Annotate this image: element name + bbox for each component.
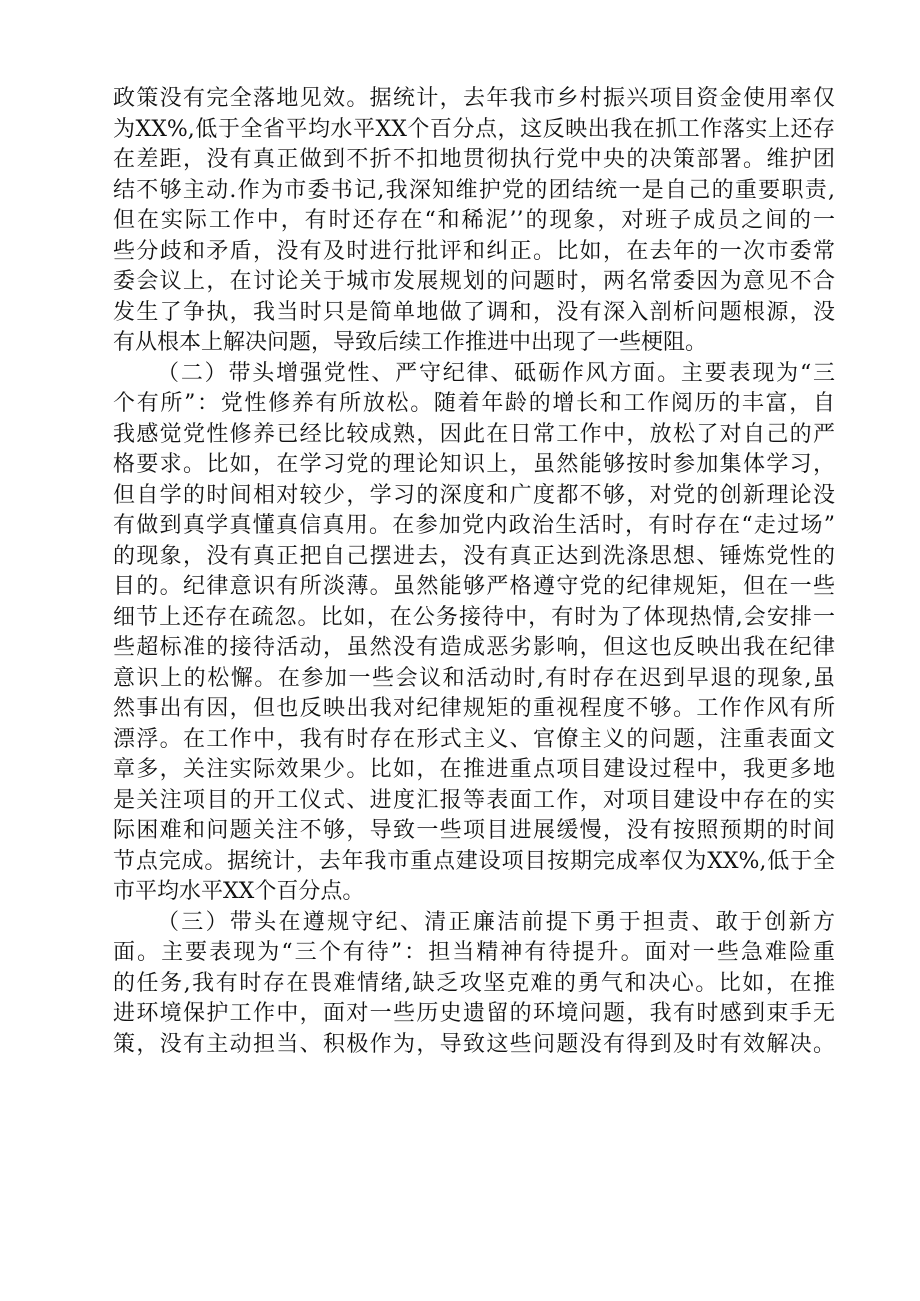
text-line: 些超标准的接待活动，虽然没有造成恶劣影响，但这也反映出我在纪律 (113, 635, 835, 660)
text-line: 我感觉党性修养已经比较成熟，因此在日常工作中，放松了对自己的严 (113, 421, 835, 447)
text-line: 策，没有主动担当、积极作为，导致这些问题没有得到及时有效解决。 (113, 1031, 835, 1057)
text-line: 但自学的时间相对较少，学习的深度和广度都不够，对党的创新理论没 (113, 482, 835, 508)
text-line: 有从根本上解决问题，导致后续工作推进中出现了一些梗阻。 (113, 330, 708, 355)
text-line: 但在实际工作中，有时还存在“和稀泥’’的现象，对班子成员之间的一 (113, 208, 835, 233)
text-line: （三）带头在遵规守纪、清正廉洁前提下勇于担责、敢于创新方 (157, 909, 835, 935)
text-line: 目的。纪律意识有所淡薄。虽然能够严格遵守党的纪律规矩，但在一些 (113, 574, 835, 599)
text-line: 进环境保护工作中，面对一些历史遗留的环境问题，我有时感到束手无 (113, 1001, 835, 1026)
document-body (113, 84, 835, 1060)
text-line: 些分歧和矛盾，没有及时进行批评和纠正。比如，在去年的一次市委常 (113, 238, 835, 264)
text-line: 为XX%,低于全省平均水平XX个百分点，这反映出我在抓工作落实上还存 (113, 116, 835, 142)
text-line: 的现象，没有真正把自己摆进去，没有真正达到洗涤思想、锤炼党性的 (113, 543, 835, 569)
text-line: 个有所”：党性修养有所放松。随着年龄的增长和工作阅历的丰富，自 (113, 391, 835, 416)
text-line: 有做到真学真懂真信真用。在参加党内政治生活时，有时存在“走过场” (113, 513, 835, 538)
text-line: 结不够主动.作为市委书记,我深知维护党的团结统一是自己的重要职责, (113, 177, 835, 203)
paragraph-2 (113, 359, 835, 908)
text-line: 在差距，没有真正做到不折不扣地贯彻执行党中央的决策部署。维护团 (113, 147, 835, 172)
text-line: 发生了争执，我当时只是简单地做了调和，没有深入剖析问题根源，没 (113, 299, 835, 325)
text-line: 面。主要表现为“三个有待”：担当精神有待提升。面对一些急难险重 (113, 940, 835, 965)
text-line: 细节上还存在疏忽。比如，在公务接待中，有时为了体现热情,会安排一 (113, 604, 835, 630)
text-line: 格要求。比如，在学习党的理论知识上，虽然能够按时参加集体学习， (113, 452, 835, 477)
text-line: 然事出有因，但也反映出我对纪律规矩的重视程度不够。工作作风有所 (113, 696, 835, 721)
text-line: 委会议上，在讨论关于城市发展规划的问题时，两名常委因为意见不合 (113, 269, 835, 294)
text-line: 意识上的松懈。在参加一些会议和活动时,有时存在迟到早退的现象,虽 (113, 665, 835, 691)
text-line: 节点完成。据统计，去年我市重点建设项目按期完成率仅为XX%,低于全 (113, 848, 835, 874)
text-line: 的任务,我有时存在畏难情绪,缺乏攻坚克难的勇气和决心。比如，在推 (113, 970, 835, 996)
paragraph-1 (113, 84, 835, 359)
text-line: 漂浮。在工作中，我有时存在形式主义、官僚主义的问题，注重表面文 (113, 726, 835, 752)
text-line: 市平均水平XX个百分点。 (113, 879, 365, 904)
text-line: （二）带头增强党性、严守纪律、砥砺作风方面。主要表现为“三 (157, 360, 835, 386)
text-line: 政策没有完全落地见效。据统计，去年我市乡村振兴项目资金使用率仅 (113, 86, 835, 111)
text-line: 章多，关注实际效果少。比如，在推进重点项目建设过程中，我更多地 (113, 757, 835, 782)
text-line: 是关注项目的开工仪式、进度汇报等表面工作，对项目建设中存在的实 (113, 787, 835, 813)
paragraph-3 (113, 908, 835, 1061)
text-line: 际困难和问题关注不够，导致一些项目进展缓慢，没有按照预期的时间 (113, 818, 835, 843)
